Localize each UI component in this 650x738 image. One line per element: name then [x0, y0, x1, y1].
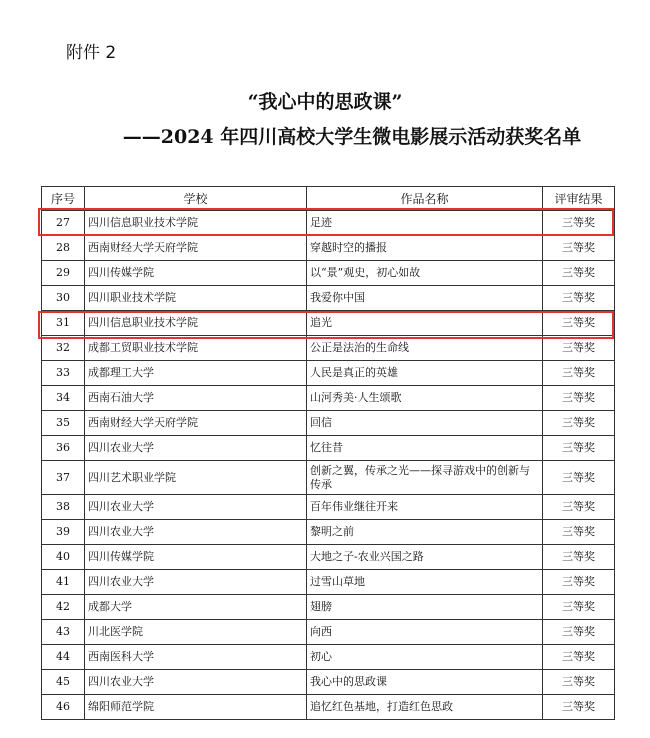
- award-result: 三等奖: [543, 236, 615, 261]
- award-result: 三等奖: [543, 311, 615, 336]
- school-name: 四川传媒学院: [85, 261, 307, 286]
- work-title: 穿越时空的播报: [307, 236, 543, 261]
- attachment-label: 附件 2: [66, 43, 117, 63]
- school-name: 四川农业大学: [85, 520, 307, 545]
- work-title: 回信: [307, 411, 543, 436]
- award-result: 三等奖: [543, 386, 615, 411]
- work-title: 公正是法治的生命线: [307, 336, 543, 361]
- award-result: 三等奖: [543, 645, 615, 670]
- work-title: 追光: [307, 311, 543, 336]
- school-name: 西南财经大学天府学院: [85, 236, 307, 261]
- header-school: 学校: [85, 187, 307, 211]
- award-result: 三等奖: [543, 411, 615, 436]
- table-row: [42, 670, 615, 695]
- table-row: [42, 236, 615, 261]
- award-result: 三等奖: [543, 570, 615, 595]
- award-result: 三等奖: [543, 695, 615, 720]
- work-title: 人民是真正的英雄: [307, 361, 543, 386]
- school-name: 绵阳师范学院: [85, 695, 307, 720]
- row-number: 45: [42, 670, 85, 695]
- award-result: 三等奖: [543, 261, 615, 286]
- row-number: 38: [42, 495, 85, 520]
- award-result: 三等奖: [543, 545, 615, 570]
- document-title: “我心中的思政课”: [247, 91, 403, 113]
- school-name: 川北医学院: [85, 620, 307, 645]
- row-number: 33: [42, 361, 85, 386]
- award-result: 三等奖: [543, 670, 615, 695]
- row-number: 40: [42, 545, 85, 570]
- row-number: 30: [42, 286, 85, 311]
- table-row: [42, 570, 615, 595]
- table-row: [42, 620, 615, 645]
- work-title: 以“景”观史，初心如故: [307, 261, 543, 286]
- school-name: 成都工贸职业技术学院: [85, 336, 307, 361]
- work-title: 翅膀: [307, 595, 543, 620]
- work-title: 忆往昔: [307, 436, 543, 461]
- school-name: 四川艺术职业学院: [85, 461, 307, 495]
- school-name: 四川农业大学: [85, 670, 307, 695]
- row-number: 46: [42, 695, 85, 720]
- award-result: 三等奖: [543, 286, 615, 311]
- work-title: 百年伟业继往开来: [307, 495, 543, 520]
- school-name: 四川信息职业技术学院: [85, 311, 307, 336]
- work-title: 大地之子-农业兴国之路: [307, 545, 543, 570]
- work-title: 黎明之前: [307, 520, 543, 545]
- school-name: 四川农业大学: [85, 495, 307, 520]
- work-title: 追忆红色基地，打造红色思政: [307, 695, 543, 720]
- award-result: 三等奖: [543, 336, 615, 361]
- school-name: 西南财经大学天府学院: [85, 411, 307, 436]
- school-name: 西南石油大学: [85, 386, 307, 411]
- row-number: 44: [42, 645, 85, 670]
- award-result: 三等奖: [543, 211, 615, 236]
- table-row: [42, 695, 615, 720]
- row-number: 27: [42, 211, 85, 236]
- table-header-row: [42, 187, 615, 211]
- work-title: 足迹: [307, 211, 543, 236]
- table-row: [42, 211, 615, 236]
- work-title: 初心: [307, 645, 543, 670]
- work-title: 我心中的思政课: [307, 670, 543, 695]
- table-row: [42, 595, 615, 620]
- table-row: [42, 461, 615, 495]
- award-result: 三等奖: [543, 595, 615, 620]
- award-result: 三等奖: [543, 436, 615, 461]
- school-name: 四川农业大学: [85, 570, 307, 595]
- work-title: 我爱你中国: [307, 286, 543, 311]
- work-title: 创新之翼，传承之光——探寻游戏中的创新与传承: [307, 461, 543, 495]
- award-result: 三等奖: [543, 520, 615, 545]
- table-row: [42, 386, 615, 411]
- awards-table: [41, 186, 615, 720]
- row-number: 39: [42, 520, 85, 545]
- row-number: 31: [42, 311, 85, 336]
- header-number: 序号: [42, 187, 85, 211]
- table-row: [42, 286, 615, 311]
- work-title: 山河秀美·人生颂歌: [307, 386, 543, 411]
- award-result: 三等奖: [543, 461, 615, 495]
- row-number: 37: [42, 461, 85, 495]
- row-number: 43: [42, 620, 85, 645]
- row-number: 32: [42, 336, 85, 361]
- table-row: [42, 361, 615, 386]
- row-number: 29: [42, 261, 85, 286]
- school-name: 西南医科大学: [85, 645, 307, 670]
- table-row: [42, 336, 615, 361]
- document-subtitle: ——2024 年四川高校大学生微电影展示活动获奖名单: [122, 126, 582, 148]
- award-result: 三等奖: [543, 620, 615, 645]
- award-result: 三等奖: [543, 495, 615, 520]
- school-name: 四川信息职业技术学院: [85, 211, 307, 236]
- row-number: 41: [42, 570, 85, 595]
- table-row: [42, 545, 615, 570]
- table-row: [42, 495, 615, 520]
- work-title: 过雪山草地: [307, 570, 543, 595]
- header-result: 评审结果: [543, 187, 615, 211]
- table-row: [42, 411, 615, 436]
- row-number: 34: [42, 386, 85, 411]
- table-row: [42, 645, 615, 670]
- table-row: [42, 436, 615, 461]
- table-row: [42, 520, 615, 545]
- school-name: 四川职业技术学院: [85, 286, 307, 311]
- row-number: 28: [42, 236, 85, 261]
- header-work-title: 作品名称: [307, 187, 543, 211]
- school-name: 成都理工大学: [85, 361, 307, 386]
- row-number: 36: [42, 436, 85, 461]
- school-name: 成都大学: [85, 595, 307, 620]
- school-name: 四川传媒学院: [85, 545, 307, 570]
- row-number: 35: [42, 411, 85, 436]
- work-title: 向西: [307, 620, 543, 645]
- table-row: [42, 261, 615, 286]
- table-row: [42, 311, 615, 336]
- row-number: 42: [42, 595, 85, 620]
- award-result: 三等奖: [543, 361, 615, 386]
- school-name: 四川农业大学: [85, 436, 307, 461]
